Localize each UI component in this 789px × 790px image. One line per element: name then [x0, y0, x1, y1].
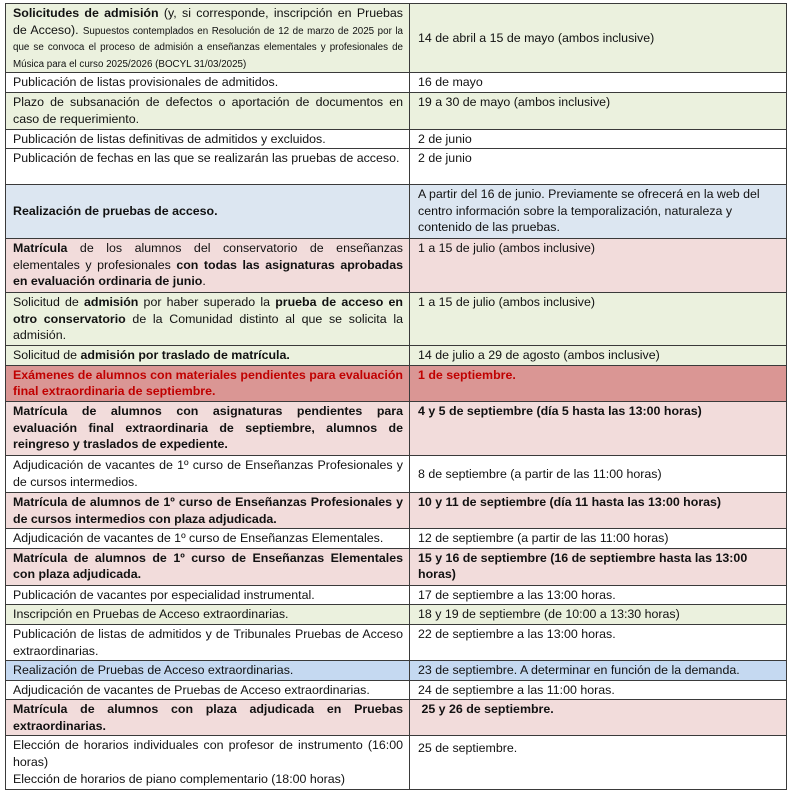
table-row — [6, 93, 787, 129]
date-cell: 19 a 30 de mayo (ambos inclusive) — [410, 93, 787, 129]
table-row — [6, 700, 787, 736]
date-cell: 16 de mayo — [410, 73, 787, 93]
date-cell: 10 y 11 de septiembre (día 11 hasta las 13:00 horas) — [410, 492, 787, 528]
event-cell: Publicación de listas de admitidos y de Tribunales Pruebas de Acceso extraordinarias. — [6, 624, 410, 660]
table-row — [6, 661, 787, 681]
date-cell: 17 de septiembre a las 13:00 horas. — [410, 585, 787, 605]
table-body — [6, 4, 787, 790]
event-cell: Matrícula de alumnos de 1º curso de Enseñanzas Profesionales y de cursos intermedios con plaza adjudicada. — [6, 492, 410, 528]
date-cell: 25 de septiembre. — [410, 736, 787, 790]
date-cell: 12 de septiembre (a partir de las 11:00 horas) — [410, 529, 787, 549]
table-row — [6, 346, 787, 366]
table-row — [6, 149, 787, 185]
table-row — [6, 4, 787, 73]
date-cell: 14 de abril a 15 de mayo (ambos inclusive) — [410, 4, 787, 73]
table-row — [6, 548, 787, 585]
date-cell: 23 de septiembre. A determinar en función de la demanda. — [410, 661, 787, 681]
event-cell: Matrícula de los alumnos del conservatorio de enseñanzas elementales y profesionales con todas las asignaturas aprobadas en evaluación ordinaria de junio. — [6, 239, 410, 293]
table-row — [6, 365, 787, 401]
table-row — [6, 605, 787, 625]
event-cell: Adjudicación de vacantes de 1º curso de Enseñanzas Elementales. — [6, 529, 410, 549]
date-cell: 14 de julio a 29 de agosto (ambos inclusive) — [410, 346, 787, 366]
date-cell: 25 y 26 de septiembre. — [410, 700, 787, 736]
table-row — [6, 129, 787, 149]
table-row — [6, 624, 787, 660]
event-cell: Publicación de listas definitivas de admitidos y excluidos. — [6, 129, 410, 149]
table-row — [6, 492, 787, 528]
event-cell: Publicación de vacantes por especialidad instrumental. — [6, 585, 410, 605]
event-cell: Matrícula de alumnos con asignaturas pendientes para evaluación final extraordinaria de septiembre, alumnos de reingreso y traslados de expediente. — [6, 401, 410, 455]
date-cell: 4 y 5 de septiembre (día 5 hasta las 13:00 horas) — [410, 401, 787, 455]
event-cell: Plazo de subsanación de defectos o aportación de documentos en caso de requerimiento. — [6, 93, 410, 129]
table-row — [6, 401, 787, 455]
event-cell: Solicitud de admisión por traslado de matrícula. — [6, 346, 410, 366]
event-cell: Solicitud de admisión por haber superado la prueba de acceso en otro conservatorio de la Comunidad distinto al que se solicita la admisión. — [6, 293, 410, 346]
event-cell: Solicitudes de admisión (y, si corresponde, inscripción en Pruebas de Acceso). Supuestos contemplados en Resolución de 12 de marzo de 2025 por la que se convoca el proceso de admisión a enseñanzas elementales y profesionales de Música para el curso 2025/2026 (BOCYL 31/03/2025) — [6, 4, 410, 73]
table-row — [6, 239, 787, 293]
table-row — [6, 455, 787, 492]
table-row — [6, 529, 787, 549]
date-cell: 2 de junio — [410, 149, 787, 185]
date-cell: 8 de septiembre (a partir de las 11:00 horas) — [410, 455, 787, 492]
event-cell: Realización de pruebas de acceso. — [6, 185, 410, 239]
event-cell: Adjudicación de vacantes de 1º curso de Enseñanzas Profesionales y de cursos intermedios. — [6, 455, 410, 492]
event-cell: Realización de Pruebas de Acceso extraordinarias. — [6, 661, 410, 681]
table-row — [6, 185, 787, 239]
table-row — [6, 736, 787, 790]
event-cell: Inscripción en Pruebas de Acceso extraordinarias. — [6, 605, 410, 625]
event-cell: Exámenes de alumnos con materiales pendientes para evaluación final extraordinaria de septiembre. — [6, 365, 410, 401]
table-row — [6, 585, 787, 605]
calendar-wrapper — [5, 3, 787, 790]
date-cell: 22 de septiembre a las 13:00 horas. — [410, 624, 787, 660]
date-cell: 2 de junio — [410, 129, 787, 149]
table-row — [6, 293, 787, 346]
table-row — [6, 73, 787, 93]
date-cell: 1 a 15 de julio (ambos inclusive) — [410, 293, 787, 346]
date-cell: A partir del 16 de junio. Previamente se ofrecerá en la web del centro información sobre la temporalización, naturaleza y contenido de las pruebas. — [410, 185, 787, 239]
table-row — [6, 680, 787, 700]
event-cell: Adjudicación de vacantes de Pruebas de Acceso extraordinarias. — [6, 680, 410, 700]
event-cell: Matrícula de alumnos de 1º curso de Enseñanzas Elementales con plaza adjudicada. — [6, 548, 410, 585]
date-cell: 24 de septiembre a las 11:00 horas. — [410, 680, 787, 700]
date-cell: 15 y 16 de septiembre (16 de septiembre hasta las 13:00 horas) — [410, 548, 787, 585]
admission-calendar-table — [5, 3, 787, 790]
date-cell: 18 y 19 de septiembre (de 10:00 a 13:30 horas) — [410, 605, 787, 625]
date-cell: 1 de septiembre. — [410, 365, 787, 401]
event-cell: Publicación de fechas en las que se realizarán las pruebas de acceso. — [6, 149, 410, 185]
event-cell: Publicación de listas provisionales de admitidos. — [6, 73, 410, 93]
date-cell: 1 a 15 de julio (ambos inclusive) — [410, 239, 787, 293]
event-cell: Elección de horarios individuales con profesor de instrumento (16:00 horas) Elección de horarios de piano complementario (18:00 horas) — [6, 736, 410, 790]
event-cell: Matrícula de alumnos con plaza adjudicada en Pruebas extraordinarias. — [6, 700, 410, 736]
